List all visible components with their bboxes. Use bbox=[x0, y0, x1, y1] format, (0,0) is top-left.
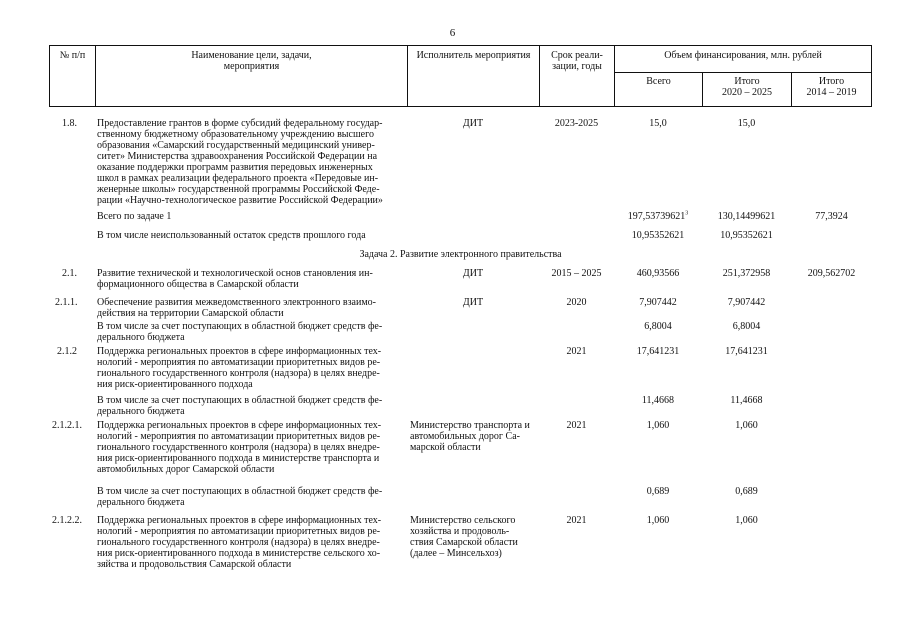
row-description: Поддержка региональных проектов в сфере информационных тех- нологий - мероприятия по автоматизации приоритетных видов ре- гионального государственного контроля (надзора) в целях внедре- ния риск-ориентированного подхода в министерстве сельского хо- зяйства и продовольствия Самарской области bbox=[97, 515, 382, 570]
row-itogo-2020-2025: 10,95352621 bbox=[720, 230, 773, 241]
row-itogo-2020-2025: 15,0 bbox=[737, 118, 756, 129]
row-number: 1.8. bbox=[62, 118, 77, 129]
row-itogo-2020-2025: 6,8004 bbox=[732, 321, 761, 332]
row-description: Всего по задаче 1 bbox=[97, 211, 172, 222]
row-description: В том числе за счет поступающих в областной бюджет средств фе- дерального бюджета bbox=[97, 321, 383, 343]
header-executor: Исполнитель мероприятия bbox=[407, 46, 539, 106]
row-description: Обеспечение развития межведомственного электронного взаимо- действия на территории Самарской области bbox=[97, 297, 377, 319]
row-executor: Министерство сельского хозяйства и продоволь- ствия Самарской области (далее – Минсельхоз) bbox=[410, 515, 518, 559]
row-description: Поддержка региональных проектов в сфере информационных тех- нологий - мероприятия по автоматизации приоритетных видов ре- гионального государственного контроля (надзора) в целях внедре- ния риск-ориентированного подхода bbox=[97, 346, 382, 390]
header-financing: Объем финансирования, млн. рублей bbox=[614, 46, 872, 73]
row-total: 6,8004 bbox=[644, 321, 672, 332]
row-total: 1,060 bbox=[646, 515, 670, 526]
header-number: № п/п bbox=[49, 46, 95, 106]
header-total: Всего bbox=[614, 73, 702, 106]
row-executor: Министерство транспорта и автомобильных дорог Са- марской области bbox=[410, 420, 530, 453]
row-itogo-2020-2025: 7,907442 bbox=[727, 297, 766, 308]
header-term: Срок реали- зации, годы bbox=[539, 46, 614, 106]
row-description: В том числе неиспользованный остаток средств прошлого года bbox=[97, 230, 366, 241]
row-number: 2.1.2.2. bbox=[52, 515, 82, 526]
row-term: 2021 bbox=[566, 420, 587, 431]
table-header bbox=[49, 45, 872, 107]
row-term: 2021 bbox=[566, 515, 587, 526]
row-description: В том числе за счет поступающих в областной бюджет средств фе- дерального бюджета bbox=[97, 395, 383, 417]
row-number: 2.1.2.1. bbox=[52, 420, 82, 431]
row-term: 2023-2025 bbox=[554, 118, 599, 129]
row-itogo-2020-2025: 1,060 bbox=[735, 515, 758, 526]
row-total: 197,53739621$^3$ bbox=[627, 210, 689, 222]
row-itogo-2020-2025: 251,372958 bbox=[722, 268, 771, 279]
row-term: 2021 bbox=[566, 346, 587, 357]
row-total: 17,641231 bbox=[636, 346, 680, 357]
header-itogo-2020-2025: Итого 2020 – 2025 bbox=[702, 73, 791, 106]
row-total: 11,4668 bbox=[641, 395, 675, 406]
row-number: 2.1.2 bbox=[57, 346, 77, 357]
row-executor: ДИТ bbox=[462, 268, 484, 279]
row-itogo-2020-2025: 11,4668 bbox=[730, 395, 763, 406]
row-description: Поддержка региональных проектов в сфере информационных тех- нологий - мероприятия по автоматизации приоритетных видов ре- гионального государственного контроля (надзора) в целях внедре- ния риск-ориентированного подхода в министерстве транспорта и автомобильных дорог Самарской области bbox=[97, 420, 382, 475]
row-number: 2.1.1. bbox=[55, 297, 78, 308]
row-itogo-2020-2025: 1,060 bbox=[735, 420, 758, 431]
row-total: 1,060 bbox=[646, 420, 670, 431]
row-total: 460,93566 bbox=[636, 268, 680, 279]
row-total: 10,95352621 bbox=[631, 230, 685, 241]
row-itogo-2014-2019: 209,562702 bbox=[807, 268, 856, 279]
row-total: 15,0 bbox=[649, 118, 667, 129]
row-description: Развитие технической и технологической основ становления ин- формационного общества в Самарской области bbox=[97, 268, 373, 290]
row-executor: ДИТ bbox=[462, 118, 484, 129]
header-name: Наименование цели, задачи, мероприятия bbox=[95, 46, 407, 106]
row-total: 7,907442 bbox=[639, 297, 677, 308]
row-term: 2015 – 2025 bbox=[551, 268, 602, 279]
task-heading: Задача 2. Развитие электронного правительства bbox=[359, 249, 562, 260]
row-itogo-2020-2025: 0,689 bbox=[735, 486, 758, 497]
row-number: 2.1. bbox=[62, 268, 77, 279]
page-number: 6 bbox=[449, 27, 456, 39]
row-total: 0,689 bbox=[646, 486, 670, 497]
row-description: Предоставление грантов в форме субсидий федеральному государ- ственному бюджетному образовательному учреждению высшего образования «Самарский государственный медицинский универ- ситет» Министерства здравоохранения Российской Федерации на оказание поддержки программ развития передовых инженерных школ в рамках реализации федерального проекта «Передовые ин- женерные школы» государственной программы Российской Феде- рации «Научно-технологическое развитие Российской Федерации» bbox=[97, 118, 383, 206]
row-description: В том числе за счет поступающих в областной бюджет средств фе- дерального бюджета bbox=[97, 486, 383, 508]
row-term: 2020 bbox=[566, 297, 587, 308]
row-itogo-2020-2025: 130,14499621 bbox=[717, 211, 776, 222]
header-itogo-2014-2019: Итого 2014 – 2019 bbox=[791, 73, 872, 106]
row-itogo-2020-2025: 17,641231 bbox=[725, 346, 768, 357]
row-executor: ДИТ bbox=[462, 297, 484, 308]
row-itogo-2014-2019: 77,3924 bbox=[815, 211, 848, 222]
